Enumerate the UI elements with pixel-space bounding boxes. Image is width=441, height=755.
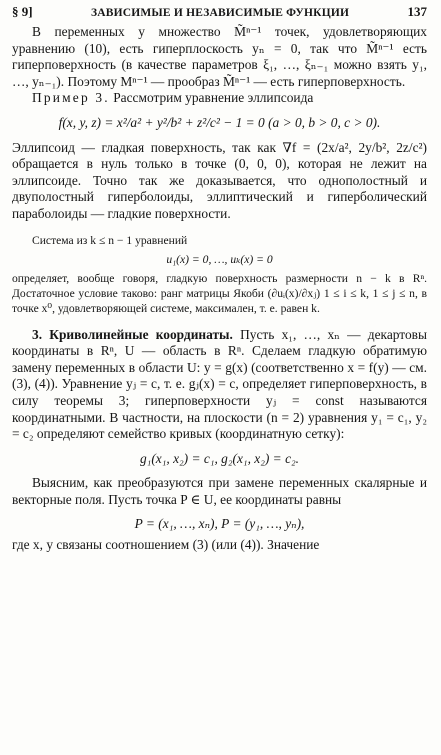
- running-header: [12, 0, 427, 24]
- paragraph-ellipsoid-smooth: Эллипсоид — гладкая поверхность, так как ∇f = (2x/a², 2y/b², 2z/c²) обращается в нуль только в точке (0, 0, 0), которая не лежит на эллипсоиде. Точно так же доказывается, что однополостный и двуполостный гиперболоиды, эллиптический и гиперболический параболоиды — гладкие поверхности.: [12, 139, 427, 221]
- example-text: Рассмотрим уравнение эллипсоида: [113, 90, 314, 106]
- section-marker: § 9]: [12, 4, 33, 19]
- header-title: ЗАВИСИМЫЕ И НЕЗАВИСИМЫЕ ФУНКЦИИ: [90, 7, 350, 19]
- example-label: Пример 3.: [32, 90, 110, 106]
- paragraph-hypersurface: В переменных y множество M̃ⁿ⁻¹ точек, удовлетворяющих уравнению (10), есть гиперплоскость yₙ = 0, так что M̃ⁿ⁻¹ есть гиперповерхность (в качестве параметров ξ₁, …, ξₙ₋₁ можно взять y₁, …, yₙ₋₁). Поэтому Mⁿ⁻¹ — прообраз M̃ⁿ⁻¹ — есть гиперповерхность.: [12, 24, 427, 89]
- section-title: 3. Криволинейные координаты.: [32, 326, 233, 342]
- coordinate-grid-equations: g₁(x₁, x₂) = c₁, g₂(x₁, x₂) = c₂.: [139, 450, 300, 466]
- example-3-intro: [12, 90, 427, 107]
- point-coordinates: P = (x₁, …, xₙ), P = (y₁, …, yₙ),: [134, 516, 305, 532]
- section-curvilinear-coordinates: [12, 327, 427, 443]
- paragraph-fields: Выясним, как преобразуются при замене переменных скалярные и векторные поля. Пусть точка P ∈ U, ее координаты равны: [12, 475, 427, 507]
- ellipsoid-equation: f(x, y, z) = x²/a² + y²/b² + z²/c² − 1 = 0 (a > 0, b > 0, c > 0).: [58, 114, 381, 130]
- page-number: 137: [407, 4, 427, 19]
- section-text: Пусть x₁, …, xₙ — декартовы координаты в Rⁿ, U — область в Rⁿ. Сделаем гладкую обратимую замену переменных в области U: y = g(x) (соответственно x = f(y) — см. (3), (4)). Уравнение yⱼ = c, т. е. gⱼ(x) = c, определяет гиперповерхность, в силу теоремы 3; гиперповерхности yⱼ = const называются координатными. В частности, на плоскости (n = 2) уравнения y₁ = c₁, y₂ = c₂ определяют семейство кривых (координатную сетку):: [12, 326, 427, 442]
- paragraph-last-line: где x, y связаны соотношением (3) (или (4)). Значение: [12, 537, 320, 553]
- small-print-jacobi: определяет, вообще говоря, гладкую поверхность размерности n − k в Rⁿ. Достаточное условие таково: ранг матрицы Якоби (∂uᵢ(x)/∂xⱼ) 1 ≤ i ≤ k, 1 ≤ j ≤ n, в точке x⁰, удовлетворяющей системе, максимален, т. е. равен k.: [12, 271, 427, 316]
- system-equations: u₁(x) = 0, …, uₖ(x) = 0: [166, 252, 273, 266]
- small-print-system: Система из k ≤ n − 1 уравнений: [32, 233, 188, 247]
